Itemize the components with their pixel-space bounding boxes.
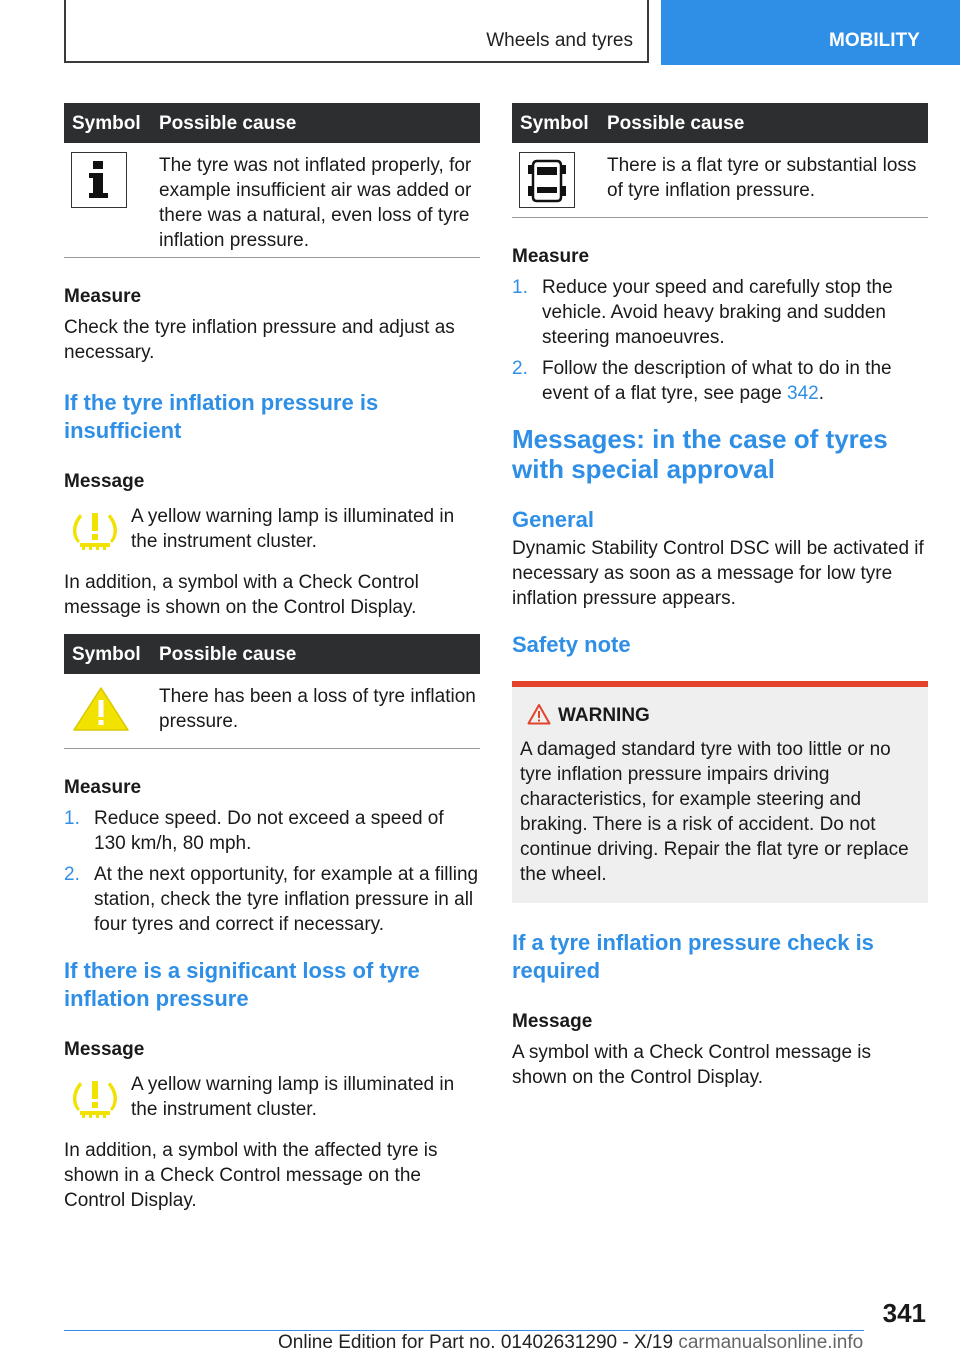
measure-label: Measure (512, 246, 590, 267)
warning-text: A damaged standard tyre with too little or no tyre inflation pressure impairs driving characteristics, for example steering and braking. There is a risk of accident. Do not continue driving. Repair the flat tyre or replace the wheel. (520, 739, 909, 885)
message-row (64, 1072, 480, 1124)
table-row (512, 143, 928, 218)
measure-label: Measure (64, 777, 142, 798)
column-header-symbol: Symbol (72, 644, 141, 665)
warning-label: WARNING (558, 705, 650, 726)
message-label: Message (64, 1039, 145, 1060)
list-item: 2. Follow the description of what to do in the event of a flat tyre, see page 342. (512, 358, 892, 404)
footer-edition: Online Edition for Part no. 01402631290 - X/19 carmanualsonline.info (278, 1332, 864, 1353)
heading-pressure-check: If a tyre inflation pressure check is required (512, 930, 874, 983)
column-header-symbol: Symbol (520, 113, 589, 134)
warning-box (512, 681, 928, 903)
table-row (64, 143, 480, 258)
measure-steps (64, 806, 480, 937)
column-header-cause: Possible cause (159, 113, 297, 134)
addition-text: In addition, a symbol with a Check Control message is shown on the Control Display. (64, 572, 419, 618)
message-text: A yellow warning lamp is illuminated in the instrument cluster. (131, 1074, 455, 1120)
header-title-box (64, 0, 649, 63)
list-item: 2. At the next opportunity, for example at a filling station, check the tyre inflation pressure in all four tyres and correct if necessary. (64, 864, 479, 935)
possible-cause-text: There is a flat tyre or substantial loss of tyre inflation pressure. (607, 155, 917, 201)
table-header (64, 103, 480, 143)
header-section-tab (661, 0, 960, 65)
measure-label: Measure (64, 286, 142, 307)
page-number: 341 (882, 1298, 926, 1328)
header-title: Wheels and tyres (486, 30, 633, 51)
footer-divider (64, 1330, 864, 1331)
heading-special-approval: Messages: in the case of tyres with special approval (512, 424, 888, 484)
column-header-cause: Possible cause (159, 644, 297, 665)
message-text: A symbol with a Check Control message is shown on the Control Display. (512, 1042, 872, 1088)
message-text: A yellow warning lamp is illuminated in the instrument cluster. (131, 506, 455, 552)
addition-text: In addition, a symbol with the affected tyre is shown in a Check Control message on the Control Display. (64, 1140, 438, 1211)
measure-text: Check the tyre inflation pressure and adjust as necessary. (64, 317, 455, 363)
general-text: Dynamic Stability Control DSC will be activated if necessary as soon as a message for low tyre inflation pressure appears. (512, 538, 924, 609)
table-header (64, 634, 480, 674)
possible-cause-text: There has been a loss of tyre inflation pressure. (159, 686, 476, 732)
heading-insufficient-pressure: If the tyre inflation pressure is insufficient (64, 390, 379, 443)
possible-cause-text: The tyre was not inflated properly, for example insufficient air was added or there was a natural, even loss of tyre inflation pressure. (159, 155, 472, 251)
heading-safety-note: Safety note (512, 632, 631, 657)
warning-icon (527, 703, 551, 725)
message-row (64, 504, 480, 556)
info-icon (71, 152, 127, 208)
warning-heading (520, 705, 920, 731)
header-section: MOBILITY (829, 30, 920, 51)
list-item: 1. Reduce speed. Do not exceed a speed of 130 km/h, 80 mph. (64, 808, 444, 854)
column-header-cause: Possible cause (607, 113, 745, 134)
cause-table-info (64, 103, 480, 258)
warning-triangle-icon (71, 684, 131, 734)
list-item: 1. Reduce your speed and carefully stop the vehicle. Avoid heavy braking and sudden steering manoeuvres. (512, 277, 893, 348)
right-column (512, 103, 928, 1090)
heading-general: General (512, 507, 594, 532)
cause-table-flat-tyre (512, 103, 928, 218)
column-header-symbol: Symbol (72, 113, 141, 134)
message-label: Message (64, 471, 145, 492)
table-header (512, 103, 928, 143)
message-label: Message (512, 1011, 593, 1032)
table-row (64, 674, 480, 749)
tyre-pressure-warning-lamp-icon (70, 1076, 120, 1118)
cause-table-warning (64, 634, 480, 749)
left-column (64, 103, 480, 1213)
flat-tyre-car-icon (519, 152, 575, 208)
watermark: carmanualsonline.info (678, 1332, 864, 1353)
heading-significant-loss: If there is a significant loss of tyre inflation pressure (64, 958, 420, 1011)
tyre-pressure-warning-lamp-icon (70, 508, 120, 550)
page-link[interactable]: 342 (787, 383, 819, 404)
measure-steps (512, 275, 928, 406)
